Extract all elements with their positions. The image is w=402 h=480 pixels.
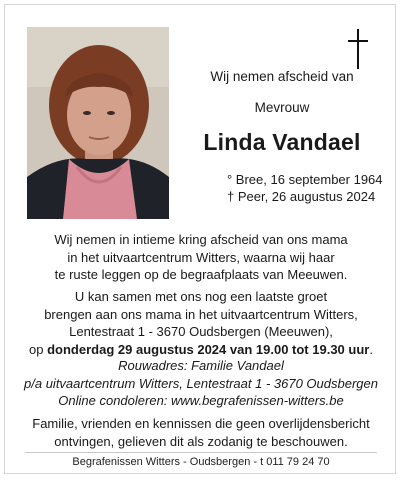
birth-line: ° Bree, 16 september 1964 [227, 172, 383, 187]
visitation-datetime: donderdag 29 augustus 2024 van 19.00 tot 19.30 uur [47, 341, 370, 357]
death-notice-card [4, 4, 396, 474]
line-prefix: op [29, 341, 48, 357]
footer-divider [25, 452, 377, 453]
paragraph-line: Wij nemen in intieme kring afscheid van ons mama [54, 232, 348, 247]
line-suffix: . [369, 341, 373, 357]
paragraph-line: ontvingen, gelieven dit als zodanig te beschouwen. [54, 433, 348, 449]
mourning-address [5, 357, 397, 410]
salutation: Mevrouw [254, 100, 310, 115]
cross-icon [347, 29, 369, 69]
life-dates [227, 171, 383, 205]
paragraph-line: U kan samen met ons nog een laatste groet [74, 289, 328, 304]
paragraph-line: Lentestraat 1 - 3670 Oudsbergen (Meeuwen), [69, 324, 333, 339]
visitation-paragraph [5, 288, 397, 358]
paragraph-line: brengen aan ons mama in het uitvaartcentrum Witters, [44, 306, 358, 322]
footer-text: Begrafenissen Witters - Oudsbergen - t 011 79 24 70 [72, 456, 330, 468]
paragraph-line: te ruste leggen op de begraafplaats van Meeuwen. [54, 267, 348, 282]
deceased-name: Linda Vandael [203, 129, 361, 155]
paragraph-line: Rouwadres: Familie Vandael [118, 358, 284, 373]
paragraph-line: in het uitvaartcentrum Witters, waarna wij haar [67, 249, 335, 265]
ceremony-paragraph [5, 231, 397, 284]
paragraph-line: p/a uitvaartcentrum Witters, Lentestraat 1 - 3670 Oudsbergen [24, 375, 378, 391]
paragraph-line: Familie, vrienden en kennissen die geen overlijdensbericht [32, 416, 370, 431]
notice-paragraph [5, 415, 397, 450]
intro-text: Wij nemen afscheid van [210, 69, 354, 84]
portrait-photo [27, 27, 169, 219]
condolence-link[interactable]: Online condoleren: www.begrafenissen-witters.be [58, 393, 344, 408]
death-line: † Peer, 26 augustus 2024 [227, 189, 376, 204]
visitation-time-line [5, 341, 397, 359]
